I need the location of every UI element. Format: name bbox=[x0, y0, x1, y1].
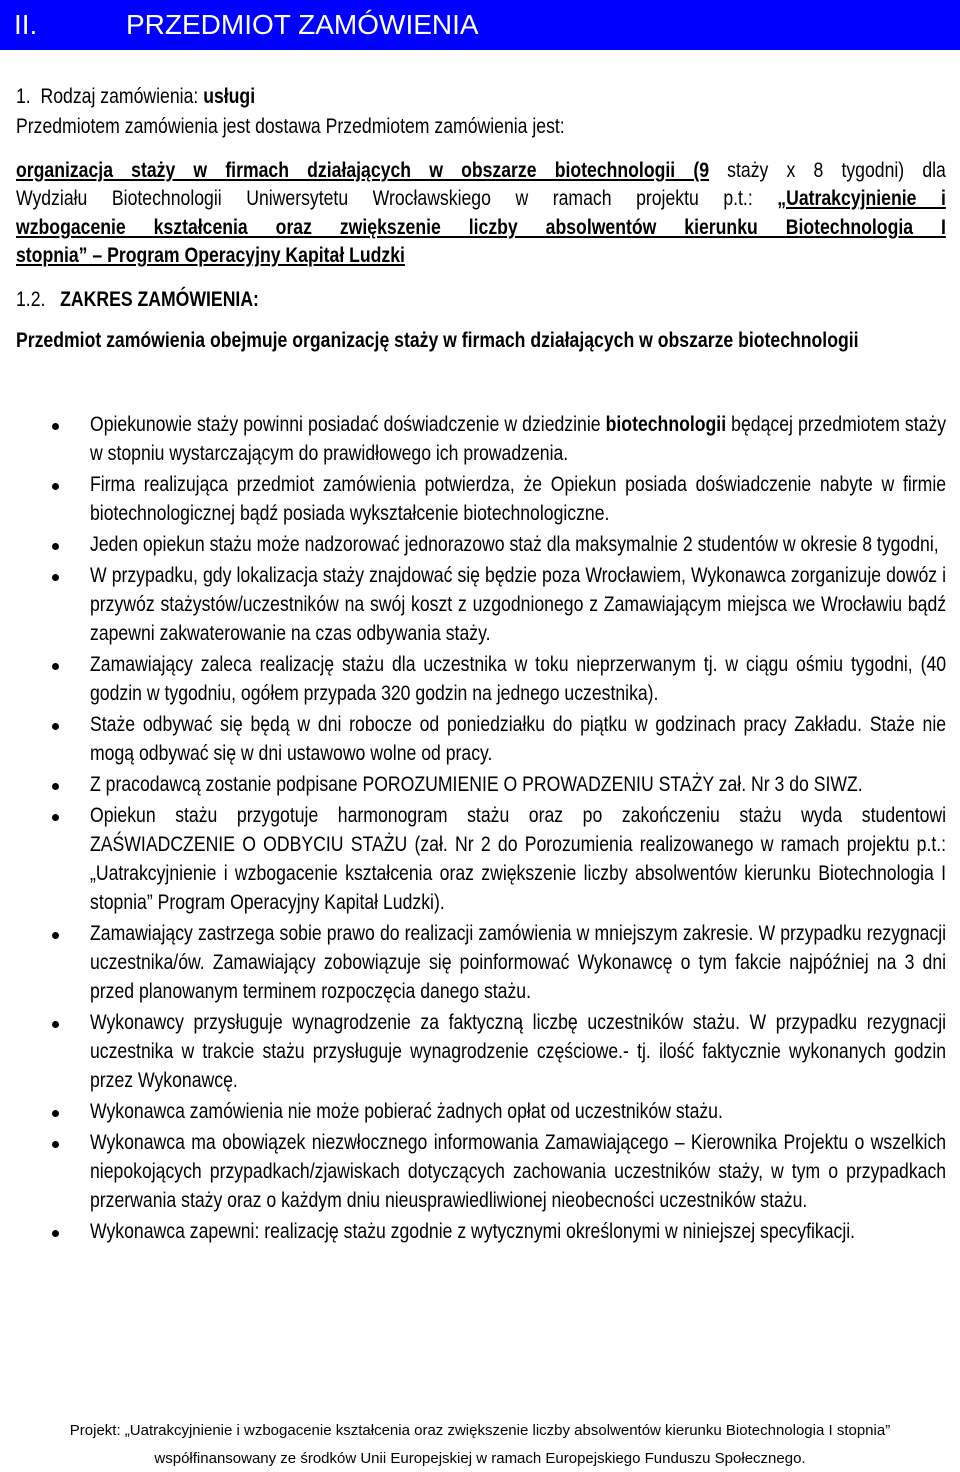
project-name-line3: stopnia” – Program Operacyjny Kapitał Ludzki bbox=[16, 243, 405, 267]
order-subject-line1: organizacja staży w firmach działających w obszarze biotechnologii (9 staży x 8 tygodni) dla bbox=[16, 158, 946, 182]
bullet-icon bbox=[52, 932, 59, 939]
list-item bbox=[0, 770, 960, 799]
order-subject-line2: Wydziału Biotechnologii Uniwersytetu Wrocławskiego w ramach projektu p.t.: „Uatrakcyjnienie i bbox=[16, 186, 946, 210]
bullet-icon bbox=[52, 723, 59, 730]
list-item bbox=[0, 710, 960, 768]
list-item bbox=[0, 801, 960, 917]
list-item bbox=[0, 561, 960, 648]
list-item bbox=[0, 1217, 960, 1246]
list-item-text: Jeden opiekun stażu może nadzorować jednorazowo staż dla maksymalnie 2 studentów w okresie 8 tygodni, bbox=[90, 532, 939, 556]
bullet-icon bbox=[52, 423, 59, 430]
scope-intro: Przedmiot zamówienia obejmuje organizację staży w firmach działających w obszarze biotechnologii bbox=[16, 328, 859, 352]
list-item bbox=[0, 470, 960, 528]
list-item bbox=[0, 410, 960, 468]
order-subject-intro: Przedmiotem zamówienia jest dostawa Przedmiotem zamówienia jest: bbox=[16, 114, 565, 138]
bullet-icon bbox=[52, 814, 59, 821]
bullet-icon bbox=[52, 543, 59, 550]
point-label: 1. bbox=[16, 84, 31, 108]
list-item-text: Opiekunowie staży powinni posiadać doświadczenie w dziedzinie biotechnologii będącej przedmiotem staży w stopniu wystarczającym do prawidłowego ich prowadzenia. bbox=[90, 412, 947, 465]
bullet-icon bbox=[52, 783, 59, 790]
subsection-number: 1.2. bbox=[16, 287, 46, 311]
bullet-icon bbox=[52, 483, 59, 490]
requirements-list bbox=[0, 410, 960, 1248]
list-item bbox=[0, 1097, 960, 1126]
list-item-text: W przypadku, gdy lokalizacja staży znajdować się będzie poza Wrocławiem, Wykonawca zorganizuje dowóz i przywóz stażystów/uczestników na swój koszt z uzgodnionego z Zamawiającym miejsca we Wrocławiu bądź zapewni zakwaterowanie na czas odbywania staży. bbox=[90, 563, 947, 645]
list-item-text: Firma realizująca przedmiot zamówienia potwierdza, że Opiekun posiada doświadczenie nabyte w firmie biotechnologicznej bądź posiada wykształcenie biotechnologiczne. bbox=[90, 472, 947, 525]
list-item bbox=[0, 919, 960, 1006]
list-item-text: Zamawiający zaleca realizację stażu dla uczestnika w toku nieprzerwanym tj. w ciągu ośmiu tygodni, (40 godzin w tygodniu, ogółem przypada 320 godzin na jednego uczestnika). bbox=[90, 652, 947, 705]
list-item-text: Opiekun stażu przygotuje harmonogram stażu oraz po zakończeniu stażu wyda studentowi ZAŚWIADCZENIE O ODBYCIU STAŻU (zał. Nr 2 do Porozumienia realizowanego w ramach projektu p.t.: „Uatrakcyjnienie i wzbogacenie kształcenia oraz zwiększenie liczby absolwentów kierunku Biotechnologia I stopnia” Program Operacyjny Kapitał Ludzki). bbox=[90, 803, 947, 914]
order-type-label: Rodzaj zamówienia: bbox=[40, 84, 199, 108]
list-item-text: Zamawiający zastrzega sobie prawo do realizacji zamówienia w mniejszym zakresie. W przypadku rezygnacji uczestnika/ów. Zamawiający zobowiązuje się poinformować Wykonawcę o tym fakcie najpóźniej na 3 dni przed planowanym terminem rozpoczęcia danego stażu. bbox=[90, 921, 947, 1003]
subsection-heading bbox=[16, 285, 259, 313]
list-item-text: Wykonawca zamówienia nie może pobierać żadnych opłat od uczestników stażu. bbox=[90, 1099, 723, 1123]
footer-funding-line: współfinansowany ze środków Unii Europejskiej w ramach Europejskiego Funduszu Społecznego. bbox=[154, 1450, 806, 1467]
order-type-value: usługi bbox=[203, 84, 256, 108]
list-item bbox=[0, 530, 960, 559]
footer-project-line: Projekt: „Uatrakcyjnienie i wzbogacenie kształcenia oraz zwiększenie liczby absolwentów kierunku Biotechnologia I stopnia” bbox=[69, 1422, 891, 1439]
list-item-text: Z pracodawcą zostanie podpisane POROZUMIENIE O PROWADZENIU STAŻY zał. Nr 3 do SIWZ. bbox=[90, 772, 863, 796]
project-name-line2: wzbogacenie kształcenia oraz zwiększenie liczby absolwentów kierunku Biotechnologia I bbox=[16, 215, 946, 239]
list-item bbox=[0, 650, 960, 708]
section-title: PRZEDMIOT ZAMÓWIENIA bbox=[126, 9, 479, 40]
list-item-text: Wykonawca ma obowiązek niezwłocznego informowania Zamawiającego – Kierownika Projektu o wszelkich niepokojących przypadkach/zjawiskach dotyczących zachowania uczestników staży, w tym o przypadkach przerwania staży oraz o każdym dniu nieusprawiedliwionej nieobecności uczestników stażu. bbox=[90, 1130, 947, 1212]
list-item bbox=[0, 1128, 960, 1215]
bullet-icon bbox=[52, 1110, 59, 1117]
bullet-icon bbox=[52, 663, 59, 670]
list-item-text: Wykonawca zapewni: realizację stażu zgodnie z wytycznymi określonymi w niniejszej specyfikacji. bbox=[90, 1219, 856, 1243]
bullet-icon bbox=[52, 1021, 59, 1028]
bullet-icon bbox=[52, 1141, 59, 1148]
list-item bbox=[0, 1008, 960, 1095]
bullet-icon bbox=[52, 574, 59, 581]
subsection-title: ZAKRES ZAMÓWIENIA: bbox=[60, 287, 259, 311]
section-header-band bbox=[0, 0, 960, 50]
bullet-icon bbox=[52, 1230, 59, 1237]
list-item-text: Staże odbywać się będą w dni robocze od poniedziałku do piątku w godzinach pracy Zakładu. Staże nie mogą odbywać się w dni ustawowo wolne od pracy. bbox=[90, 712, 947, 765]
order-type-line bbox=[16, 82, 255, 110]
section-number: II. bbox=[14, 9, 38, 40]
list-item-text: Wykonawcy przysługuje wynagrodzenie za faktyczną liczbę uczestników stażu. W przypadku rezygnacji uczestnika w trakcie stażu przysługuje wynagrodzenie częściowe.- tj. ilość faktycznie wykonanych godzin przez Wykonawcę. bbox=[90, 1010, 947, 1092]
